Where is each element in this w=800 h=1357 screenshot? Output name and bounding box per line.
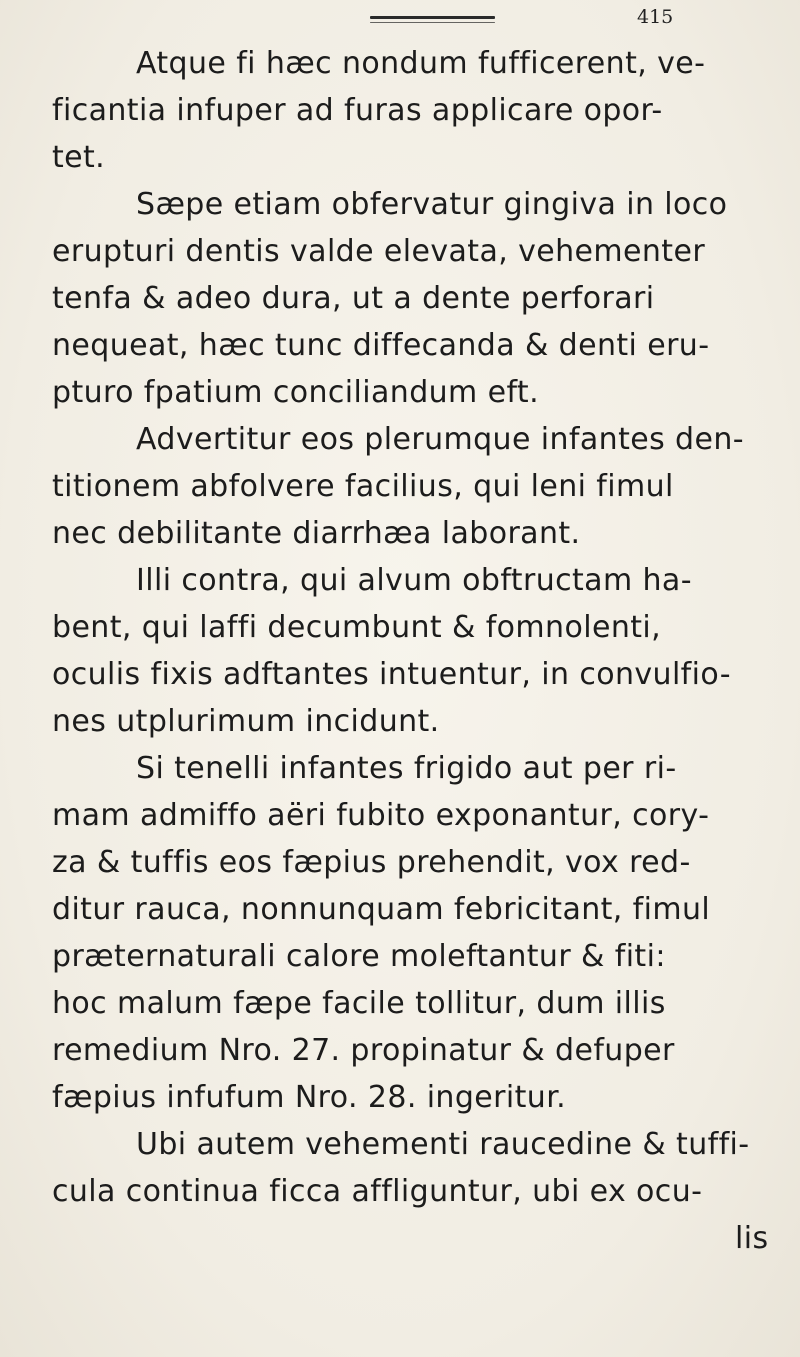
text-line: ditur rauca, nonnunquam febricitant, fimul — [52, 892, 711, 927]
text-line: Si tenelli infantes frigido aut per ri- — [136, 751, 677, 786]
text-line: titionem abfolvere facilius, qui leni fimul — [52, 469, 674, 504]
header-rule — [370, 16, 495, 19]
text-line: nequeat, hæc tunc diffecanda & denti eru- — [52, 328, 710, 363]
text-line: erupturi dentis valde elevata, vehementer — [52, 234, 706, 269]
header-rule-thin — [370, 22, 495, 23]
text-line: fæpius infufum Nro. 28. ingeritur. — [52, 1080, 567, 1115]
text-line: za & tuffis eos fæpius prehendit, vox red- — [52, 845, 691, 880]
text-line: Sæpe etiam obfervatur gingiva in loco — [136, 187, 728, 222]
text-line: præternaturali calore moleftantur & fiti: — [52, 939, 666, 974]
text-line: nes utplurimum incidunt. — [52, 704, 440, 739]
text-line: tenfa & adeo dura, ut a dente perforari — [52, 281, 655, 316]
page-number: 415 — [637, 6, 674, 28]
text-line: Atque fi hæc nondum fufficerent, ve- — [136, 46, 706, 81]
text-line: Advertitur eos plerumque infantes den- — [136, 422, 744, 457]
text-line: mam admiffo aëri fubito exponantur, cory- — [52, 798, 710, 833]
text-line: Ubi autem vehementi raucedine & tuffi- — [136, 1127, 750, 1162]
text-line: ficantia infuper ad furas applicare opor- — [52, 93, 663, 128]
text-line: hoc malum fæpe facile tollitur, dum illis — [52, 986, 666, 1021]
text-line: cula continua ficca affliguntur, ubi ex ocu- — [52, 1174, 703, 1209]
text-line: lis — [735, 1221, 769, 1256]
text-line: tet. — [52, 140, 106, 175]
text-line: remedium Nro. 27. propinatur & defuper — [52, 1033, 675, 1068]
text-line: oculis fixis adftantes intuentur, in convulfio- — [52, 657, 731, 692]
text-line: pturo fpatium conciliandum eft. — [52, 375, 540, 410]
text-line: nec debilitante diarrhæa laborant. — [52, 516, 581, 551]
text-line: bent, qui laffi decumbunt & fomnolenti, — [52, 610, 662, 645]
text-line: Illi contra, qui alvum obftructam ha- — [136, 563, 692, 598]
